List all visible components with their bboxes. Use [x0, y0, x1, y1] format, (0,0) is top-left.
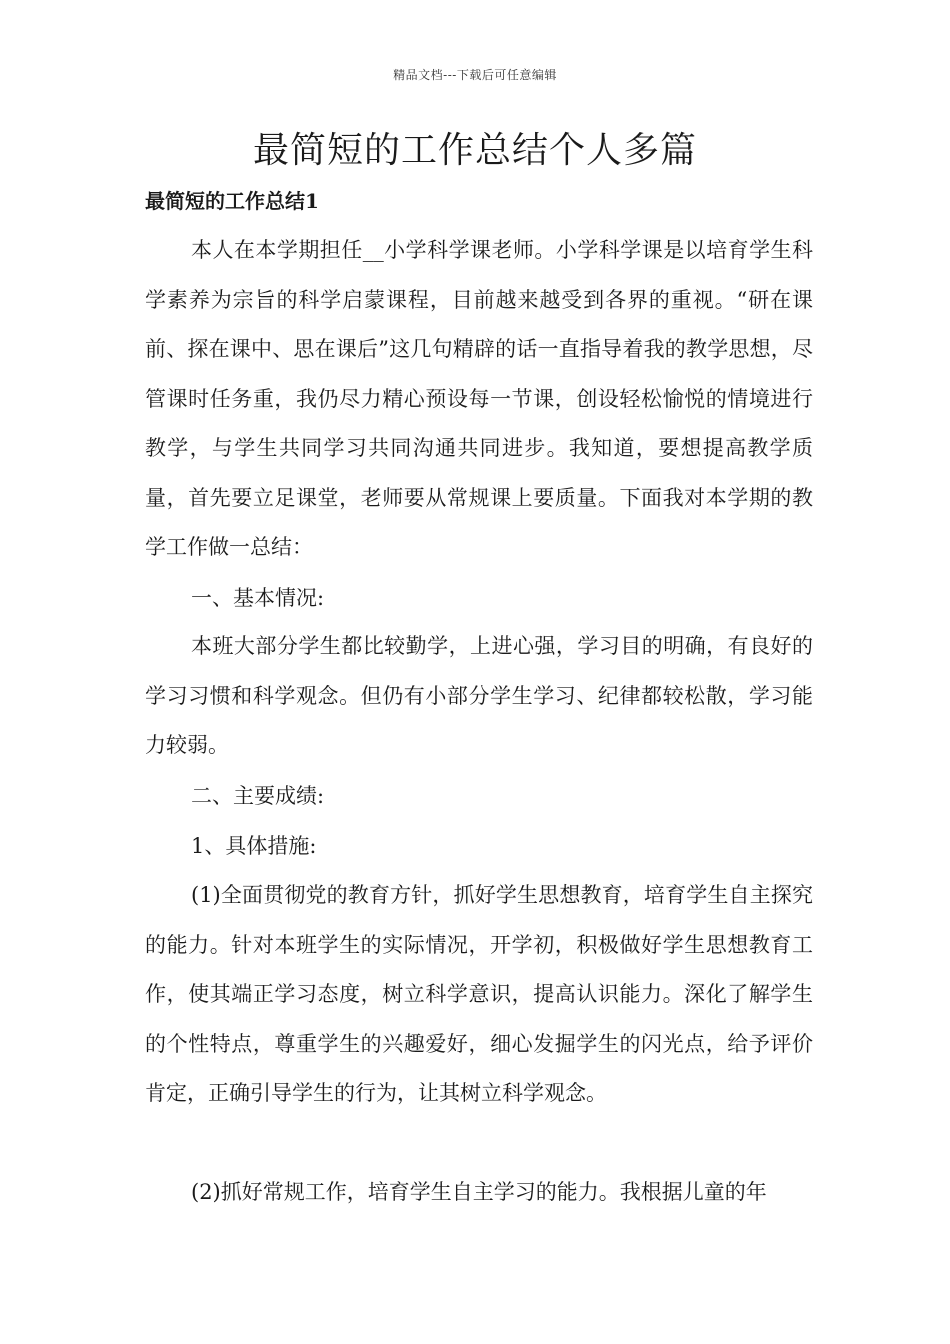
paragraph-measure-2: (2)抓好常规工作，培育学生自主学习的能力。我根据儿童的年: [191, 1180, 767, 1204]
header-note: 精品文档---下载后可任意编辑: [393, 68, 557, 82]
document-title: 最简短的工作总结个人多篇: [252, 130, 697, 171]
heading-specific-measures: 1、具体措施:: [191, 834, 317, 858]
paragraph-measure-1: (1)全面贯彻党的教育方针，抓好学生思想教育，培育学生自主探究的能力。针对本班学生的实际情况，开学初，积极做好学生思想教育工作，使其端正学习态度，树立科学意识，提高认识能力。深化了解学生的个性特点，尊重学生的兴趣爱好，细心发掘学生的闪光点，给予评价肯定，正确引导学生的行为，让其树立科学观念。: [145, 883, 813, 1105]
section-title: 最简短的工作总结1: [145, 189, 319, 213]
paragraph-basic-situation: 本班大部分学生都比较勤学，上进心强，学习目的明确，有良好的学习习惯和科学观念。但仍有小部分学生学习、纪律都较松散，学习能力较弱。: [145, 634, 813, 757]
heading-main-achievements: 二、主要成绩:: [191, 784, 325, 808]
paragraph-intro: 本人在本学期担任__小学科学课老师。小学科学课是以培育学生科学素养为宗旨的科学启蒙课程，目前越来越受到各界的重视。“研在课前、探在课中、思在课后”这几句精辟的话一直指导着我的教学思想，尽管课时任务重，我仍尽力精心预设每一节课，创设轻松愉悦的情境进行教学，与学生共同学习共同沟通共同进步。我知道，要想提高教学质量，首先要立足课堂，老师要从常规课上要质量。下面我对本学期的教学工作做一总结：: [145, 238, 813, 559]
heading-basic-situation: 一、基本情况:: [191, 586, 325, 610]
